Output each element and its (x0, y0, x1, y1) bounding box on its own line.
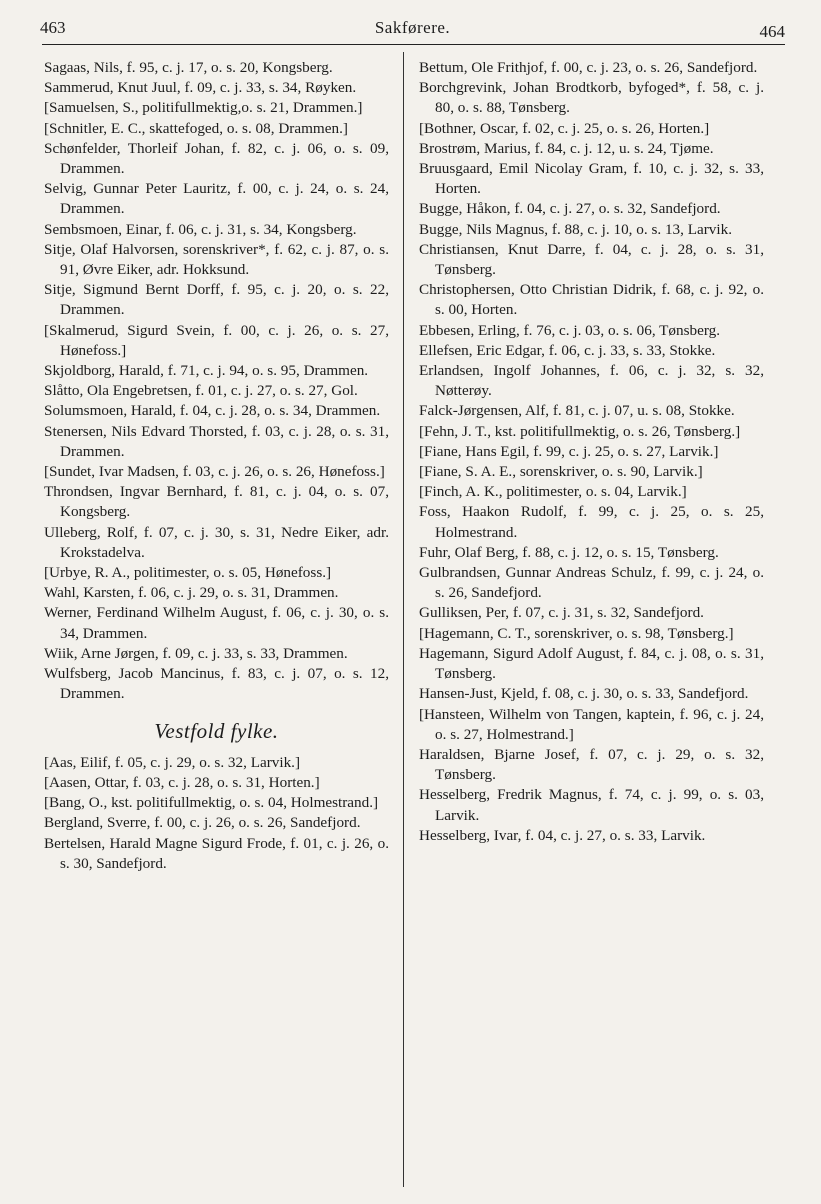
directory-entry: Werner, Ferdinand Wilhelm August, f. 06, c. j. 30, o. s. 34, Drammen. (44, 604, 389, 642)
left-column (44, 58, 389, 874)
page-header (40, 18, 785, 42)
directory-entry: [Bang, O., kst. politifullmektig, o. s. 04, Holmestrand.] (44, 794, 379, 812)
directory-entry: Solumsmoen, Harald, f. 04, c. j. 28, o. s. 34, Drammen. (44, 402, 381, 420)
directory-entry: [Fiane, S. A. E., sorenskriver, o. s. 90, Larvik.] (419, 463, 703, 481)
directory-entry: Bugge, Nils Magnus, f. 88, c. j. 10, o. s. 13, Larvik. (419, 220, 733, 238)
directory-entry: Brostrøm, Marius, f. 84, c. j. 12, u. s. 24, Tjøme. (419, 139, 714, 157)
directory-entry: Stenersen, Nils Edvard Thorsted, f. 03, c. j. 28, o. s. 31, Drammen. (44, 422, 389, 460)
left-entry-list (44, 58, 389, 705)
left-entry-list-2 (44, 753, 389, 874)
directory-entry: Wulfsberg, Jacob Mancinus, f. 83, c. j. 07, o. s. 12, Drammen. (44, 665, 389, 703)
directory-entry: Schønfelder, Thorleif Johan, f. 82, c. j. 06, o. s. 09, Drammen. (44, 139, 389, 178)
directory-entry: Borchgrevink, Johan Brodtkorb, byfoged*, f. 58, c. j. 80, o. s. 88, Tønsberg. (419, 79, 764, 117)
directory-entry: Throndsen, Ingvar Bernhard, f. 81, c. j. 04, o. s. 07, Kongsberg. (44, 483, 389, 521)
directory-entry: [Finch, A. K., politimester, o. s. 04, Larvik.] (419, 483, 687, 501)
page-number-left: 463 (40, 18, 66, 37)
directory-entry: Hesselberg, Ivar, f. 04, c. j. 27, o. s. 33, Larvik. (419, 826, 706, 844)
directory-entry: Bergland, Sverre, f. 00, c. j. 26, o. s. 26, Sandefjord. (44, 814, 361, 832)
right-entry-list (419, 58, 764, 846)
directory-entry: [Fehn, J. T., kst. politifullmektig, o. s. 26, Tønsberg.] (419, 422, 741, 440)
directory-entry: Foss, Haakon Rudolf, f. 99, c. j. 25, o. s. 25, Holmestrand. (419, 503, 764, 541)
directory-entry: Falck-Jørgensen, Alf, f. 81, c. j. 07, u. s. 08, Stokke. (419, 402, 735, 420)
running-title: Sakførere. (374, 18, 451, 37)
right-column (419, 58, 764, 846)
directory-entry: [Urbye, R. A., politimester, o. s. 05, Hønefoss.] (44, 564, 332, 582)
directory-entry: Bertelsen, Harald Magne Sigurd Frode, f. 01, c. j. 26, o. s. 30, Sandefjord. (44, 834, 389, 872)
directory-entry: Hansen-Just, Kjeld, f. 08, c. j. 30, o. s. 33, Sandefjord. (419, 685, 749, 703)
directory-entry: Wiik, Arne Jørgen, f. 09, c. j. 33, s. 33, Drammen. (44, 644, 348, 662)
directory-entry: Sitje, Olaf Halvorsen, sorenskriver*, f. 62, c. j. 87, o. s. 91, Øvre Eiker, adr. Hokksund. (44, 240, 389, 279)
directory-entry: Wahl, Karsten, f. 06, c. j. 29, o. s. 31, Drammen. (44, 584, 339, 602)
directory-entry: Sembsmoen, Einar, f. 06, c. j. 31, s. 34, Kongsberg. (44, 220, 357, 238)
directory-entry: Gulbrandsen, Gunnar Andreas Schulz, f. 99, c. j. 24, o. s. 26, Sandefjord. (419, 564, 764, 602)
directory-entry: [Hansteen, Wilhelm von Tangen, kaptein, f. 96, c. j. 24, o. s. 27, Holmestrand.] (419, 705, 764, 743)
directory-entry: [Fiane, Hans Egil, f. 99, c. j. 25, o. s. 27, Larvik.] (419, 442, 719, 460)
directory-entry: Erlandsen, Ingolf Johannes, f. 06, c. j. 32, s. 32, Nøtterøy. (419, 362, 764, 400)
page-number-right: 464 (759, 22, 785, 41)
header-rule (42, 44, 785, 45)
directory-entry: Christiansen, Knut Darre, f. 04, c. j. 28, o. s. 31, Tønsberg. (419, 240, 764, 279)
directory-entry: [Aas, Eilif, f. 05, c. j. 29, o. s. 32, Larvik.] (44, 753, 301, 771)
directory-entry: Ulleberg, Rolf, f. 07, c. j. 30, s. 31, Nedre Eiker, adr. Krokstadelva. (44, 523, 389, 561)
directory-entry: [Aasen, Ottar, f. 03, c. j. 28, o. s. 31, Horten.] (44, 773, 320, 791)
directory-entry: Hesselberg, Fredrik Magnus, f. 74, c. j. 99, o. s. 03, Larvik. (419, 786, 764, 824)
directory-entry: [Hagemann, C. T., sorenskriver, o. s. 98, Tønsberg.] (419, 624, 734, 642)
directory-entry: Haraldsen, Bjarne Josef, f. 07, c. j. 29, o. s. 32, Tønsberg. (419, 745, 764, 784)
directory-entry: Sitje, Sigmund Bernt Dorff, f. 95, c. j. 20, o. s. 22, Drammen. (44, 281, 389, 319)
directory-entry: Christophersen, Otto Christian Didrik, f. 68, c. j. 92, o. s. 00, Horten. (419, 281, 764, 319)
section-heading: Vestfold fylke. (154, 718, 279, 743)
directory-entry: Bugge, Håkon, f. 04, c. j. 27, o. s. 32, Sandefjord. (419, 200, 721, 218)
directory-entry: Gulliksen, Per, f. 07, c. j. 31, s. 32, Sandefjord. (419, 604, 704, 622)
directory-entry: [Sundet, Ivar Madsen, f. 03, c. j. 26, o. s. 26, Hønefoss.] (44, 463, 385, 481)
directory-entry: [Schnitler, E. C., skattefoged, o. s. 08, Drammen.] (44, 119, 348, 137)
directory-entry: Slåtto, Ola Engebretsen, f. 01, c. j. 27, o. s. 27, Gol. (44, 382, 358, 400)
column-divider (403, 52, 404, 1187)
directory-entry: [Skalmerud, Sigurd Svein, f. 00, c. j. 26, o. s. 27, Hønefoss.] (44, 321, 389, 359)
directory-entry: [Samuelsen, S., politifullmektig,o. s. 21, Drammen.] (44, 99, 363, 117)
directory-entry: Sagaas, Nils, f. 95, c. j. 17, o. s. 20, Kongsberg. (44, 59, 333, 76)
directory-entry: Skjoldborg, Harald, f. 71, c. j. 94, o. s. 95, Drammen. (44, 362, 369, 380)
directory-entry: Bruusgaard, Emil Nicolay Gram, f. 10, c. j. 32, s. 33, Horten. (419, 160, 764, 198)
directory-entry: Bettum, Ole Frithjof, f. 00, c. j. 23, o. s. 26, Sandefjord. (419, 59, 758, 76)
directory-entry: Ebbesen, Erling, f. 76, c. j. 03, o. s. 06, Tønsberg. (419, 321, 721, 339)
directory-entry: Ellefsen, Eric Edgar, f. 06, c. j. 33, s. 33, Stokke. (419, 341, 716, 359)
directory-entry: [Bothner, Oscar, f. 02, c. j. 25, o. s. 26, Horten.] (419, 119, 710, 137)
directory-entry: Sammerud, Knut Juul, f. 09, c. j. 33, s. 34, Røyken. (44, 79, 357, 97)
directory-entry: Fuhr, Olaf Berg, f. 88, c. j. 12, o. s. 15, Tønsberg. (419, 543, 719, 561)
directory-entry: Selvig, Gunnar Peter Lauritz, f. 00, c. j. 24, o. s. 24, Drammen. (44, 180, 389, 218)
directory-entry: Hagemann, Sigurd Adolf August, f. 84, c. j. 08, o. s. 31, Tønsberg. (419, 644, 764, 683)
